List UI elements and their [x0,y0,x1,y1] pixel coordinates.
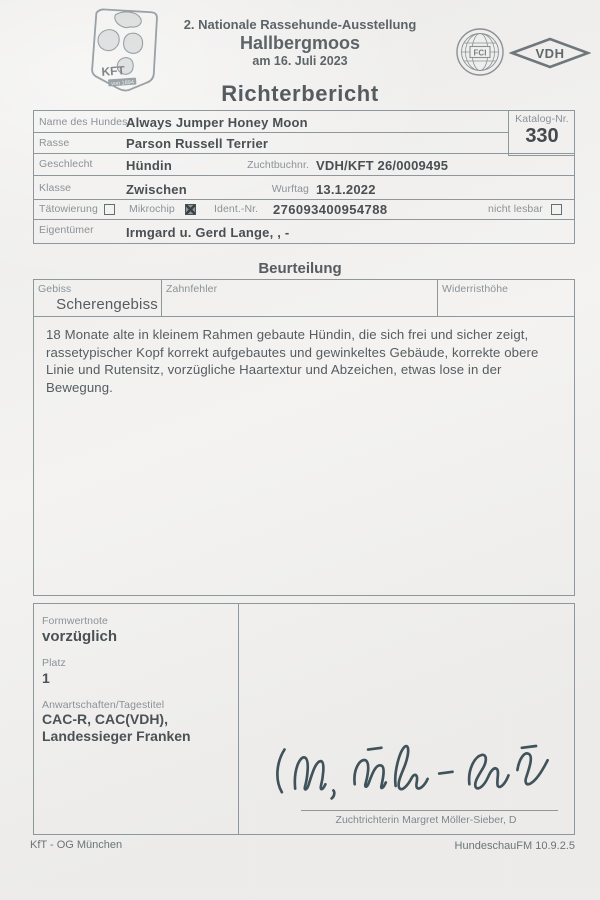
titles-label: Anwartschaften/Tagestitel [42,699,165,711]
signature-line [301,810,558,811]
dog-name-value: Always Jumper Honey Moon [126,115,308,130]
microchip-label: Mikrochip [129,203,175,215]
event-date: am 16. Juli 2023 [252,54,348,68]
titles-line2: Landessieger Franken [42,728,191,744]
vdh-logo [509,36,591,70]
ident-number: 276093400954788 [273,202,388,217]
judge-comment-box [33,316,575,596]
tattoo-label: Tätowierung [39,203,98,215]
owner-value: Irmgard u. Gerd Lange, , - [126,225,290,240]
judge-signature [260,730,565,810]
breed-value: Parson Russell Terrier [126,136,269,151]
birthdate-value: 13.1.2022 [316,182,376,197]
sex-label: Geschlecht [39,158,93,170]
judge-comment-text: 18 Monate alte in kleinem Rahmen gebaute Hündin, die sich frei und sicher zeigt, rassetypischer Kopf korrekt aufgebautes und gewinkeltes Gebäude, korrekte obere Linie und Rutensitz, vorzügliche Haartextur und Abzeichen, etwas lose in der Bewegung. [46,327,539,395]
fci-logo [454,26,506,78]
place-label: Platz [42,657,66,669]
bite-label: Gebiss [38,283,72,295]
footer-software: HundeschauFM 10.9.2.5 [454,840,575,852]
not-readable-checkbox [551,204,562,215]
katalog-label: Katalog-Nr. [515,113,569,125]
grade-value: vorzüglich [42,628,118,645]
judge-name-caption: Zuchtrichterin Margret Möller-Sieber, D [335,814,517,826]
event-location: Hallbergmoos [239,33,361,53]
class-value: Zwischen [126,182,187,197]
event-header [150,17,450,68]
studbook-label: Zuchtbuchnr. [247,159,309,171]
place-value: 1 [42,670,50,686]
vdh-logo-text: VDH [535,46,565,61]
terrier-head-top [114,11,141,28]
footer-club: KfT - OG München [30,839,123,851]
owner-label: Eigentümer [39,224,94,236]
terrier-head-right [123,33,143,54]
tooth-fault-label: Zahnfehler [166,283,218,295]
assessment-heading: Beurteilung [258,260,342,277]
birthdate-label: Wurftag [271,183,309,195]
katalog-box [508,111,575,156]
breed-label: Rasse [39,137,70,149]
titles-line1: CAC-R, CAC(VDH), [42,711,168,727]
grade-label: Formwertnote [42,615,108,627]
dog-info-table [33,110,575,244]
result-box [33,603,575,835]
withers-height-label: Widerristhöhe [442,283,509,295]
class-label: Klasse [39,182,72,194]
katalog-number: 330 [525,125,559,147]
assessment-table [33,279,575,317]
not-readable-label: nicht lesbar [488,203,543,215]
fci-logo-text: FCI [473,48,487,58]
event-name: 2. Nationale Rassehunde-Ausstellung [183,17,417,32]
terrier-head-left [97,29,120,51]
ident-label: Ident.-Nr. [214,203,259,215]
bite-value: Scherengebiss [56,296,158,313]
microchip-checkbox [185,204,196,215]
sex-value: Hündin [126,158,172,173]
kft-logo-subtext: von 1894 [111,79,135,88]
tattoo-checkbox [104,204,115,215]
page-title: Richterbericht [221,81,379,106]
kft-logo-text: KFT [100,63,126,79]
studbook-value: VDH/KFT 26/0009495 [316,158,449,173]
dog-name-label: Name des Hundes [39,116,128,128]
